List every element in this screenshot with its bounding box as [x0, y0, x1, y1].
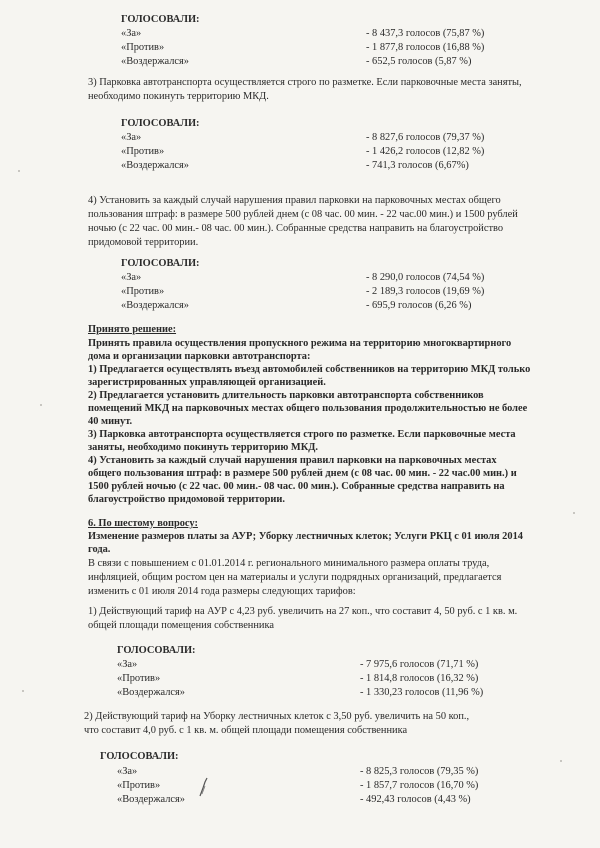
item4-line3: ночью (с 22 час. 00 мин.- 08 час. 00 мин.). Собранные средства направить на благоустройство [88, 223, 504, 234]
decision-line-10: 4) Установить за каждый случай нарушения правил парковки на парковочных местах [88, 455, 497, 466]
pen-mark-icon [196, 776, 210, 798]
vote-option-for-2: «За» [121, 132, 142, 143]
vote-option-abstain-1: «Воздержался» [121, 56, 189, 67]
tariff1-line-2: общей площади помещения собственника [88, 620, 274, 631]
scan-speck [560, 760, 562, 762]
q6-paragraph-line-1: В связи с повышением с 01.01.2014 г. регионального минимального размера оплаты труда, [88, 558, 490, 569]
q6-heading-line-2: года. [88, 544, 111, 555]
vote-result-against-5: - 1 857,7 голосов (16,70 %) [360, 780, 479, 791]
decision-line-5: 2) Предлагается установить длительность парковки автотранспорта собственников [88, 390, 484, 401]
vote-result-abstain-3: - 695,9 голосов (6,26 %) [366, 300, 472, 311]
vote-option-against-5: «Против» [117, 780, 161, 791]
vote-option-for-1: «За» [121, 28, 142, 39]
vote-option-abstain-5: «Воздержался» [117, 794, 185, 805]
vote-option-for-5: «За» [117, 766, 138, 777]
vote-result-abstain-2: - 741,3 голосов (6,67%) [366, 160, 469, 171]
decision-line-13: благоустройство придомовой территории. [88, 494, 285, 505]
item4-line4: придомовой территории. [88, 237, 199, 248]
vote-option-against-3: «Против» [121, 286, 165, 297]
vote-heading-1: ГОЛОСОВАЛИ: [121, 14, 200, 25]
q6-paragraph-line-2: инфляцией, общим ростом цен на материалы и услуги подрядных организаций, предлагается [88, 572, 502, 583]
q6-paragraph-line-3: изменить с 01 июля 2014 года размеры следующих тарифов: [88, 586, 356, 597]
tariff2-line-1: 2) Действующий тариф на Уборку лестничных клеток с 3,50 руб. увеличить на 50 коп., [84, 711, 470, 722]
vote-result-against-3: - 2 189,3 голосов (19,69 %) [366, 286, 485, 297]
vote-option-against-4: «Против» [117, 673, 161, 684]
scan-speck [22, 690, 24, 692]
vote-result-for-5: - 8 825,3 голосов (79,35 %) [360, 766, 479, 777]
vote-heading-4: ГОЛОСОВАЛИ: [117, 645, 196, 656]
item4-line2: пользования штраф: в размере 500 рублей днем (с 08 час. 00 мин. - 22 час.00 мин.) и 1500 рублей [88, 209, 518, 220]
vote-option-for-3: «За» [121, 272, 142, 283]
vote-result-for-4: - 7 975,6 голосов (71,71 %) [360, 659, 479, 670]
vote-result-for-3: - 8 290,0 голосов (74,54 %) [366, 272, 485, 283]
vote-result-against-4: - 1 814,8 голосов (16,32 %) [360, 673, 479, 684]
vote-option-against-1: «Против» [121, 42, 165, 53]
vote-result-abstain-4: - 1 330,23 голосов (11,96 %) [360, 687, 484, 698]
vote-result-against-1: - 1 877,8 голосов (16,88 %) [366, 42, 485, 53]
decision-line-7: 40 минут. [88, 416, 133, 427]
decision-title: Принято решение: [88, 324, 177, 335]
item3-line2: необходимо покинуть территорию МКД. [88, 91, 269, 102]
decision-line-8: 3) Парковка автотранспорта осуществляется строго по разметке. Если парковочные места [88, 429, 516, 440]
decision-line-12: 1500 рублей ночью (с 22 час. 00 мин.- 08 час. 00 мин.). Собранные средства направить на [88, 481, 505, 492]
vote-result-for-2: - 8 827,6 голосов (79,37 %) [366, 132, 485, 143]
vote-result-against-2: - 1 426,2 голосов (12,82 %) [366, 146, 485, 157]
vote-result-for-1: - 8 437,3 голосов (75,87 %) [366, 28, 485, 39]
tariff2-line-2: что составит 4,0 руб. с 1 кв. м. общей площади помещения собственника [84, 725, 408, 736]
scan-speck [40, 404, 42, 406]
vote-result-abstain-1: - 652,5 голосов (5,87 %) [366, 56, 472, 67]
item4-line1: 4) Установить за каждый случай нарушения правил парковки на парковочных местах общего [88, 195, 501, 206]
tariff1-line-1: 1) Действующий тариф на АУР с 4,23 руб. увеличить на 27 коп., что составит 4, 50 руб. с 1 кв. м. [88, 606, 518, 617]
scan-speck [573, 512, 575, 514]
decision-line-9: заняты, необходимо покинуть территорию МКД. [88, 442, 319, 453]
vote-option-abstain-4: «Воздержался» [117, 687, 185, 698]
vote-heading-2: ГОЛОСОВАЛИ: [121, 118, 200, 129]
q6-title: 6. По шестому вопросу: [88, 518, 198, 529]
vote-option-abstain-2: «Воздержался» [121, 160, 189, 171]
vote-option-for-4: «За» [117, 659, 138, 670]
scan-speck [18, 170, 20, 172]
q6-heading-line-1: Изменение размеров платы за АУР; Уборку лестничных клеток; Услуги РКЦ с 01 июля 2014 [88, 531, 523, 542]
vote-result-abstain-5: - 492,43 голосов (4,43 %) [360, 794, 471, 805]
vote-option-abstain-3: «Воздержался» [121, 300, 189, 311]
item3-line1: 3) Парковка автотранспорта осуществляется строго по разметке. Если парковочные места заняты, [88, 77, 522, 88]
decision-line-1: Принять правила осуществления пропускного режима на территорию многоквартирного [88, 338, 512, 349]
vote-heading-3: ГОЛОСОВАЛИ: [121, 258, 200, 269]
decision-line-11: общего пользования штраф: в размере 500 рублей днем (с 08 час. 00 мин. - 22 час.00 мин.) и [88, 468, 517, 479]
vote-heading-5: ГОЛОСОВАЛИ: [100, 751, 179, 762]
decision-line-4: зарегистрированных управляющей организацией. [88, 377, 326, 388]
decision-line-6: помещений МКД на парковочных местах общего пользования продолжительностью не более [88, 403, 528, 414]
decision-line-3: 1) Предлагается осуществлять въезд автомобилей собственников на территорию МКД только [88, 364, 531, 375]
decision-line-2: дома и организации парковки автотранспорта: [88, 351, 311, 362]
vote-option-against-2: «Против» [121, 146, 165, 157]
